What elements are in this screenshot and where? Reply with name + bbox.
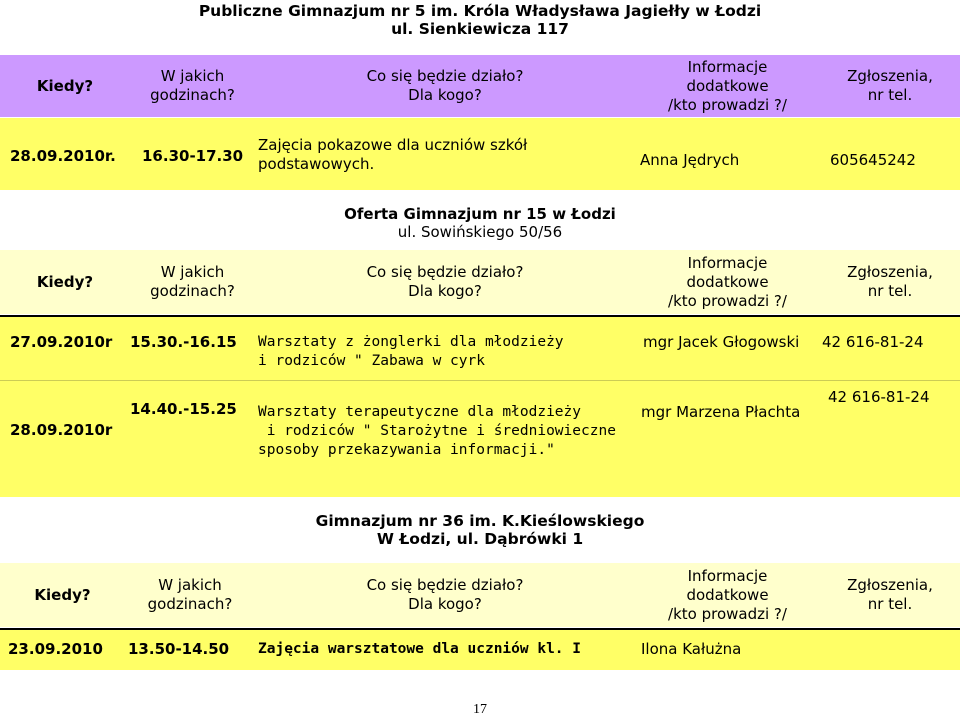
header-when-label: Kiedy? [36, 272, 94, 291]
header-info-label-2: dodatkowe [686, 585, 769, 604]
school1-header-hours [130, 55, 255, 117]
school2-row1-what-line1: Warsztaty z żonglerki dla młodzieży [258, 334, 564, 350]
header-what-label-1: Co się będzie działo? [366, 576, 524, 594]
school3-row-info: Ilona Kałużna [641, 640, 742, 658]
header-reg-label-1: Zgłoszenia, [847, 67, 933, 85]
school2-title-line2: ul. Sowińskiego 50/56 [397, 223, 563, 241]
school1-row-hours: 16.30-17.30 [142, 147, 244, 165]
header-info-label-2: dodatkowe [686, 272, 769, 291]
header-info-label-3: /kto prowadzi ?/ [668, 291, 787, 310]
school3-header-info [635, 563, 820, 627]
school2-row2-what [258, 403, 616, 460]
header-when-label: Kiedy? [36, 76, 94, 95]
header-hours-label-1: W jakich [160, 67, 225, 85]
header-hours-label-2: godzinach? [150, 282, 235, 300]
header-what-label-1: Co się będzie działo? [366, 263, 524, 281]
school1-row-what [258, 136, 527, 174]
school2-row-divider [0, 380, 960, 381]
header-what-label-2: Dla kogo? [408, 595, 482, 613]
school3-row-what: Zajęcia warsztatowe dla uczniów kl. I [258, 641, 582, 657]
header-hours-label-1: W jakich [160, 263, 225, 281]
school2-row2-hours: 14.40.-15.25 [130, 400, 237, 418]
header-hours-label-1: W jakich [158, 576, 222, 594]
header-what-label-2: Dla kogo? [408, 86, 482, 104]
header-info-label-1: Informacje [687, 253, 768, 272]
school1-header-registration [820, 55, 960, 117]
school3-header-when [0, 563, 125, 627]
school3-title-line1: Gimnazjum nr 36 im. K.Kieślowskiego [315, 512, 645, 530]
school3-header-what [255, 563, 635, 627]
school1-title-line2: ul. Sienkiewicza 117 [391, 20, 569, 38]
school2-header-when [0, 250, 130, 314]
header-info-label-1: Informacje [687, 57, 768, 76]
school2-row1-info: mgr Jacek Głogowski [643, 333, 800, 351]
school1-title [0, 2, 960, 38]
header-when-label: Kiedy? [34, 585, 91, 604]
school1-header-info [635, 55, 820, 117]
header-reg-label-2: nr tel. [867, 86, 913, 104]
school1-row-what-line1: Zajęcia pokazowe dla uczniów szkół [258, 136, 528, 154]
header-info-label-2: dodatkowe [686, 76, 769, 95]
header-info-label-1: Informacje [687, 566, 768, 585]
header-hours-label-2: godzinach? [150, 86, 235, 104]
school1-header-what [255, 55, 635, 117]
header-info-label-3: /kto prowadzi ?/ [668, 604, 787, 623]
school2-row2-date: 28.09.2010r [10, 421, 113, 439]
header-info-label-3: /kto prowadzi ?/ [668, 95, 787, 114]
school1-header-when [0, 55, 130, 117]
header-hours-label-2: godzinach? [147, 595, 233, 613]
school2-row2-what-line2: i rodziców " Starożytne i średniowieczne [258, 423, 616, 439]
school2-row1-phone: 42 616-81-24 [822, 333, 924, 351]
school2-header-info [635, 250, 820, 314]
school3-header-hours [125, 563, 255, 627]
header-what-label-1: Co się będzie działo? [366, 67, 524, 85]
school3-header-registration [820, 563, 960, 627]
school2-header-hours [130, 250, 255, 314]
school2-title-line1: Oferta Gimnazjum nr 15 w Łodzi [344, 205, 616, 223]
school1-row-info: Anna Jędrych [640, 151, 740, 169]
school3-row-date: 23.09.2010 [8, 640, 103, 658]
school2-row1-what [258, 333, 564, 371]
school2-row2-info: mgr Marzena Płachta [641, 403, 801, 421]
header-reg-label-1: Zgłoszenia, [847, 263, 933, 281]
header-reg-label-2: nr tel. [867, 595, 913, 613]
school2-header-registration [820, 250, 960, 314]
school2-row2-what-line1: Warsztaty terapeutyczne dla młodzieży [258, 404, 582, 420]
school1-row-phone: 605645242 [830, 151, 916, 169]
school3-title [0, 512, 960, 548]
school3-title-line2: W Łodzi, ul. Dąbrówki 1 [376, 530, 584, 548]
page-number: 17 [473, 702, 487, 717]
header-reg-label-1: Zgłoszenia, [847, 576, 933, 594]
school2-row1-date: 27.09.2010r [10, 333, 113, 351]
school2-header-what [255, 250, 635, 314]
header-what-label-2: Dla kogo? [408, 282, 482, 300]
school3-row-hours: 13.50-14.50 [128, 640, 230, 658]
school1-row-date: 28.09.2010r. [10, 147, 116, 165]
school1-title-line1: Publiczne Gimnazjum nr 5 im. Króla Władysława Jagiełły w Łodzi [198, 2, 762, 20]
school2-row1-hours: 15.30.-16.15 [130, 333, 237, 351]
school2-row2-phone: 42 616-81-24 [828, 388, 930, 406]
school2-row2-what-line3: sposoby przekazywania informacji." [258, 442, 555, 458]
header-reg-label-2: nr tel. [867, 282, 913, 300]
school1-row-what-line2: podstawowych. [258, 155, 375, 173]
school2-row1-what-line2: i rodziców " Zabawa w cyrk [258, 353, 485, 369]
school2-title [0, 205, 960, 241]
